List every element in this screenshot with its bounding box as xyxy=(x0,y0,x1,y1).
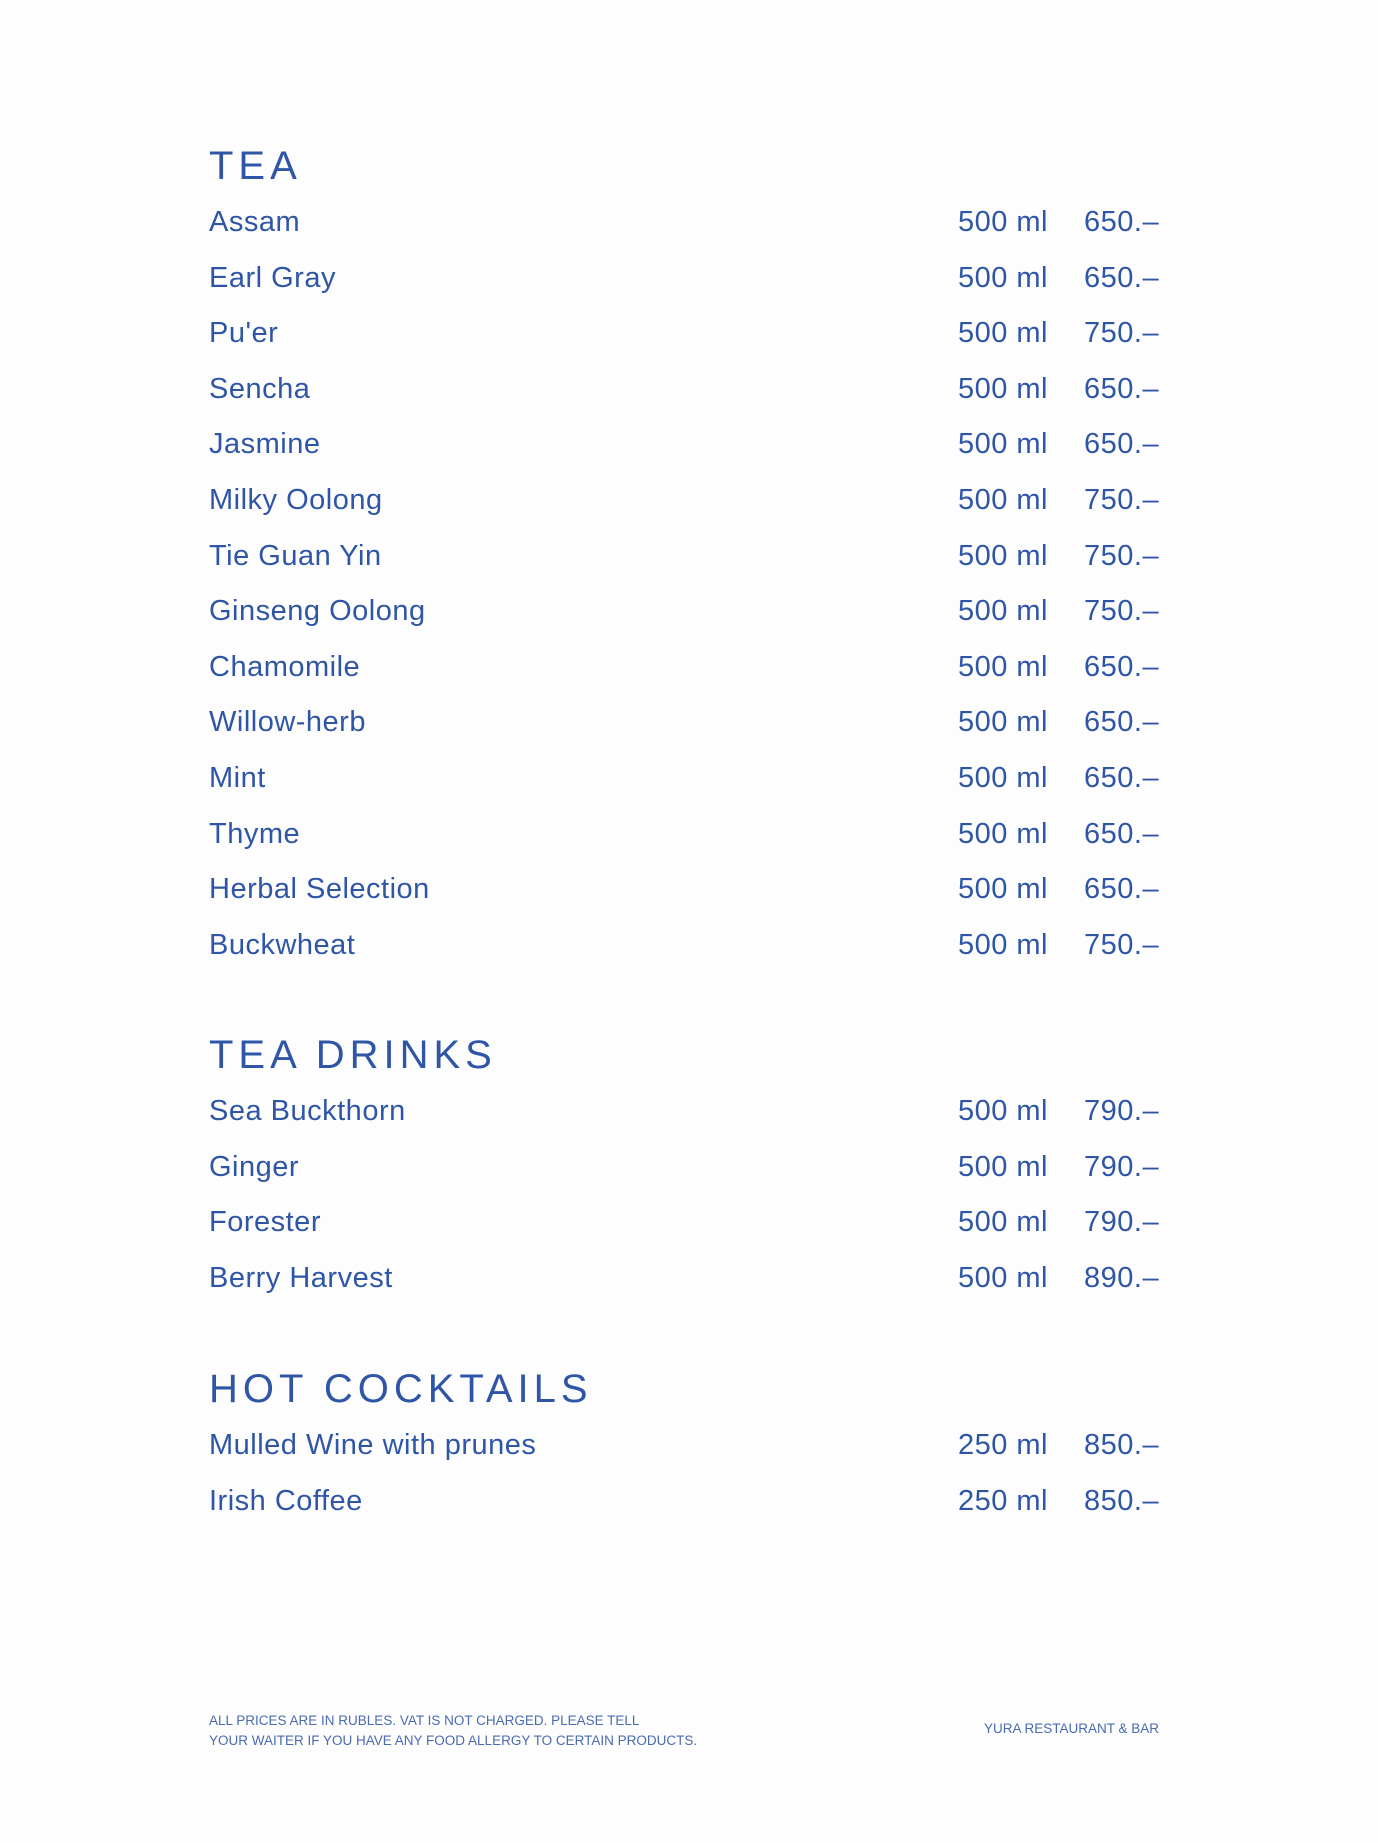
item-volume: 500 ml xyxy=(957,761,1048,794)
footer-note xyxy=(209,1711,697,1751)
item-name: Mulled Wine with prunes xyxy=(209,1429,537,1461)
item-price: 750.– xyxy=(1084,317,1160,350)
item-price: 650.– xyxy=(1084,873,1160,906)
section-heading: TEA DRINKS xyxy=(209,1033,497,1077)
item-name: Ginger xyxy=(209,1150,300,1183)
item-name: Tie Guan Yin xyxy=(209,539,382,572)
item-name: Assam xyxy=(209,206,301,238)
menu-item xyxy=(209,918,1159,974)
item-price: 650.– xyxy=(1084,372,1160,405)
item-volume: 500 ml xyxy=(957,1206,1048,1239)
item-price: 750.– xyxy=(1084,928,1160,961)
item-volume: 500 ml xyxy=(957,928,1048,961)
item-volume: 500 ml xyxy=(957,261,1048,294)
section-hot-cocktails xyxy=(209,1360,1159,1529)
menu-item xyxy=(209,1251,1159,1307)
menu-item xyxy=(209,1084,1159,1140)
footer-note-line: YOUR WAITER IF YOU HAVE ANY FOOD ALLERGY TO CERTAIN PRODUCTS. xyxy=(209,1733,698,1748)
item-volume: 500 ml xyxy=(957,706,1048,739)
item-volume: 500 ml xyxy=(957,1261,1048,1294)
item-volume: 250 ml xyxy=(957,1484,1048,1517)
item-volume: 500 ml xyxy=(957,1095,1048,1127)
menu-item xyxy=(209,195,1159,251)
item-volume: 500 ml xyxy=(957,372,1048,405)
item-volume: 500 ml xyxy=(957,1150,1048,1183)
menu-item xyxy=(209,362,1159,418)
item-volume: 500 ml xyxy=(957,817,1048,850)
menu-item xyxy=(209,1418,1159,1474)
item-name: Forester xyxy=(209,1206,321,1239)
menu-item xyxy=(209,529,1159,585)
item-name: Willow-herb xyxy=(209,706,366,739)
item-price: 650.– xyxy=(1084,761,1160,794)
item-name: Mint xyxy=(209,761,266,794)
item-price: 750.– xyxy=(1084,483,1160,516)
item-name: Pu'er xyxy=(209,317,279,350)
menu-item xyxy=(209,306,1159,362)
footer-brand: YURA RESTAURANT & BAR xyxy=(983,1721,1159,1736)
section-tea-drinks xyxy=(209,1026,1159,1306)
item-name: Earl Gray xyxy=(209,261,336,294)
item-name: Jasmine xyxy=(209,428,321,461)
item-price: 790.– xyxy=(1084,1206,1160,1239)
item-price: 650.– xyxy=(1084,706,1160,739)
item-name: Milky Oolong xyxy=(209,483,383,516)
item-name: Sea Buckthorn xyxy=(209,1095,406,1127)
menu-item xyxy=(209,1140,1159,1196)
item-price: 850.– xyxy=(1084,1429,1160,1461)
section-heading: HOT COCKTAILS xyxy=(209,1367,593,1411)
item-price: 890.– xyxy=(1084,1261,1160,1294)
menu-item xyxy=(209,417,1159,473)
item-price: 850.– xyxy=(1084,1484,1160,1517)
menu-item xyxy=(209,751,1159,807)
item-volume: 500 ml xyxy=(957,650,1048,683)
item-volume: 500 ml xyxy=(957,206,1048,238)
footer-note-line: ALL PRICES ARE IN RUBLES. VAT IS NOT CHARGED. PLEASE TELL xyxy=(209,1713,640,1728)
menu-item xyxy=(209,473,1159,529)
item-price: 650.– xyxy=(1084,261,1160,294)
item-name: Thyme xyxy=(209,817,301,850)
item-name: Sencha xyxy=(209,372,311,405)
item-name: Irish Coffee xyxy=(209,1484,363,1517)
item-volume: 500 ml xyxy=(957,873,1048,906)
menu-item xyxy=(209,584,1159,640)
item-name: Herbal Selection xyxy=(209,873,430,906)
item-price: 750.– xyxy=(1084,595,1160,628)
item-price: 650.– xyxy=(1084,206,1160,238)
item-name: Chamomile xyxy=(209,650,361,683)
menu-item xyxy=(209,862,1159,918)
item-price: 750.– xyxy=(1084,539,1160,572)
section-tea xyxy=(209,137,1159,973)
item-volume: 500 ml xyxy=(957,539,1048,572)
menu-item xyxy=(209,251,1159,307)
item-price: 650.– xyxy=(1084,817,1160,850)
menu-item xyxy=(209,1195,1159,1251)
item-name: Ginseng Oolong xyxy=(209,595,426,628)
item-volume: 250 ml xyxy=(957,1429,1048,1461)
item-price: 790.– xyxy=(1084,1095,1160,1127)
section-heading: TEA xyxy=(209,144,302,188)
item-volume: 500 ml xyxy=(957,317,1048,350)
item-price: 650.– xyxy=(1084,428,1160,461)
item-price: 650.– xyxy=(1084,650,1160,683)
item-volume: 500 ml xyxy=(957,483,1048,516)
item-volume: 500 ml xyxy=(957,428,1048,461)
item-name: Buckwheat xyxy=(209,928,356,961)
menu-item xyxy=(209,695,1159,751)
item-volume: 500 ml xyxy=(957,595,1048,628)
item-price: 790.– xyxy=(1084,1150,1160,1183)
menu-item xyxy=(209,640,1159,696)
menu-item xyxy=(209,807,1159,863)
menu-item xyxy=(209,1474,1159,1530)
item-name: Berry Harvest xyxy=(209,1261,393,1294)
